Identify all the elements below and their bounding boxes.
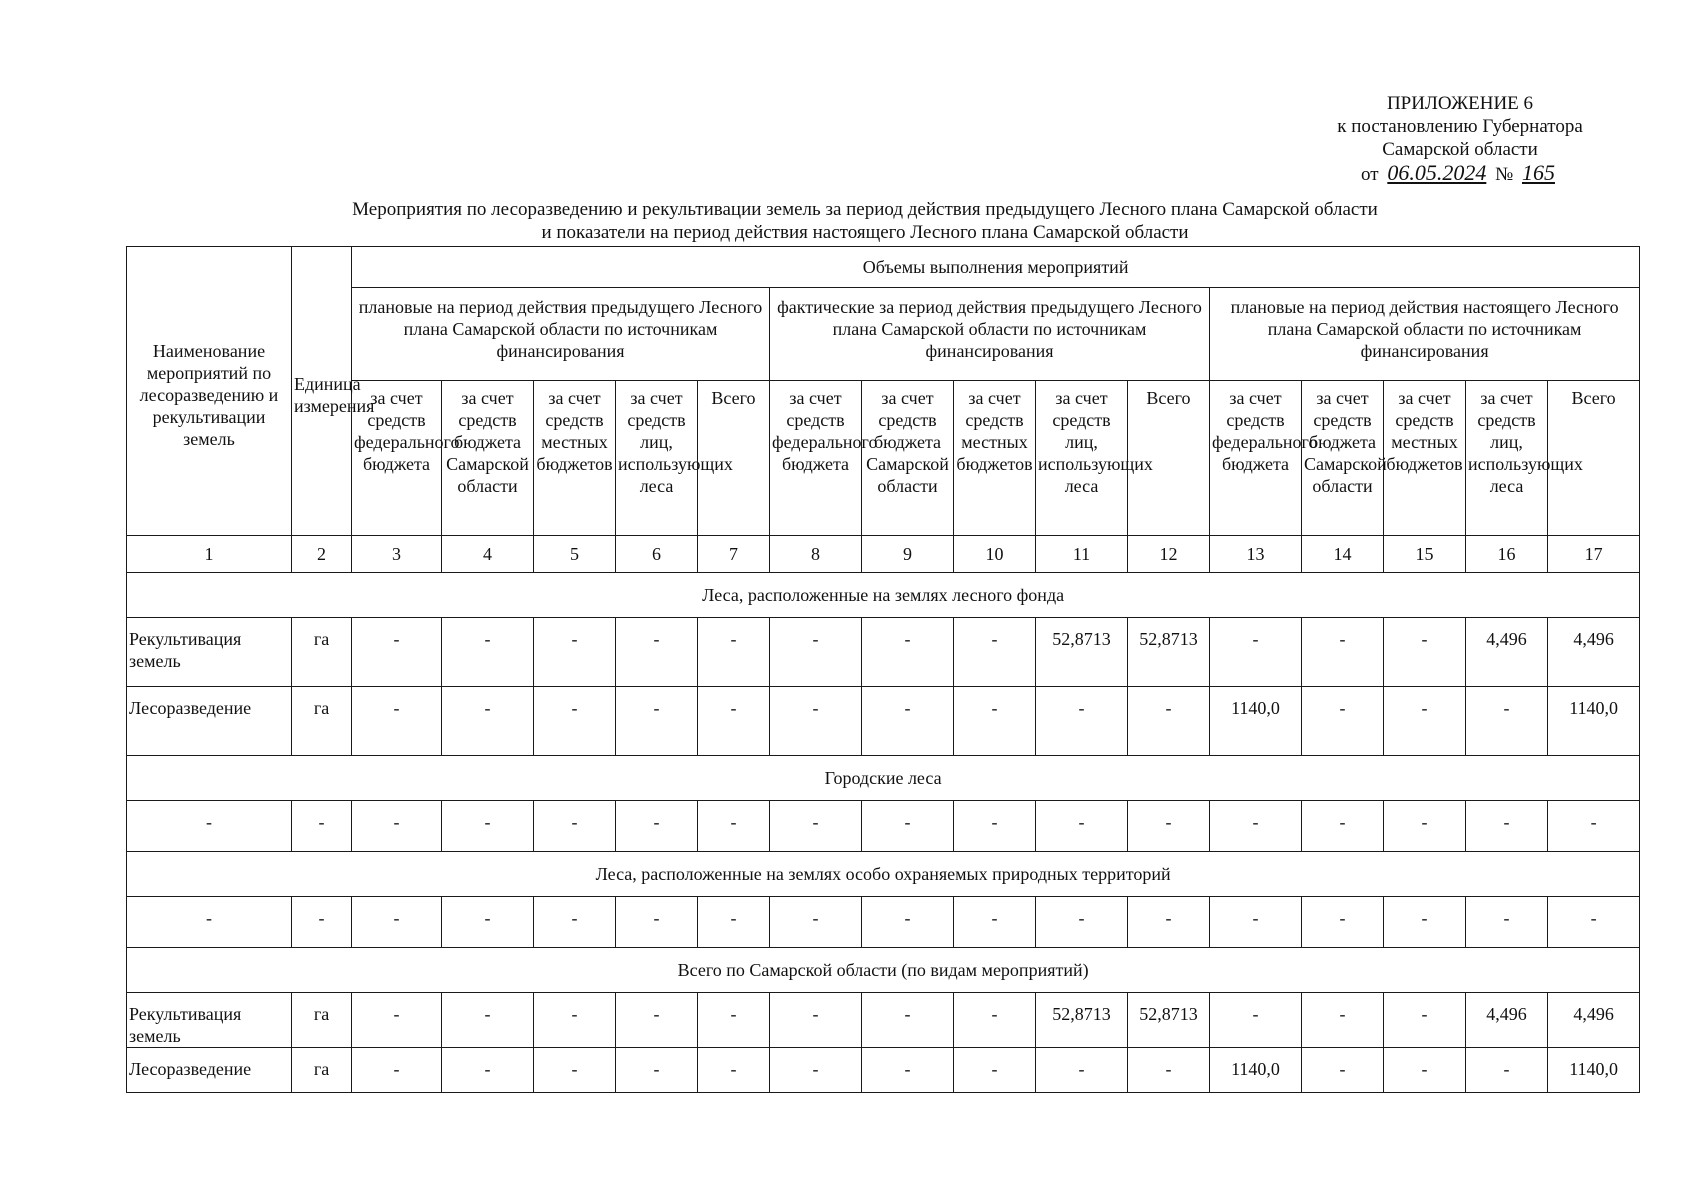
- value-cell: -: [954, 1048, 1036, 1093]
- table-row: [127, 897, 1640, 948]
- header-prev-fact: фактические за период действия предыдущего Лесного плана Самарской области по источникам финансирования: [770, 288, 1210, 381]
- value-cell: -: [698, 687, 770, 756]
- value-cell: -: [862, 801, 954, 852]
- column-number-9: 9: [862, 536, 954, 573]
- value-cell: -: [954, 897, 1036, 948]
- header-source-col-14: за счет средств бюджета Самарской области: [1302, 381, 1384, 536]
- number-prefix: №: [1495, 164, 1514, 185]
- value-cell: -: [770, 801, 862, 852]
- value-cell: -: [698, 801, 770, 852]
- value-cell: -: [442, 1048, 534, 1093]
- value-cell: 1140,0: [1210, 687, 1302, 756]
- value-cell: -: [954, 801, 1036, 852]
- header-source-col-10: за счет средств местных бюджетов: [954, 381, 1036, 536]
- value-cell: 4,496: [1548, 618, 1640, 687]
- value-cell: -: [1548, 897, 1640, 948]
- value-cell: -: [534, 801, 616, 852]
- appendix-line-2: к постановлению Губернатора: [1337, 116, 1583, 137]
- value-cell: -: [352, 687, 442, 756]
- column-number-13: 13: [1210, 536, 1302, 573]
- column-number-5: 5: [534, 536, 616, 573]
- header-source-col-16: за счет средств лиц, использующих леса: [1466, 381, 1548, 536]
- value-cell: -: [534, 1048, 616, 1093]
- header-unit: Единица измерения: [292, 247, 352, 536]
- value-cell: -: [534, 993, 616, 1048]
- value-cell: -: [616, 993, 698, 1048]
- value-cell: 1140,0: [1548, 1048, 1640, 1093]
- row-unit-cell: -: [292, 801, 352, 852]
- column-number-6: 6: [616, 536, 698, 573]
- section-title: Городские леса: [127, 756, 1640, 801]
- header-source-col-15: за счет средств местных бюджетов: [1384, 381, 1466, 536]
- column-number-3: 3: [352, 536, 442, 573]
- value-cell: -: [534, 618, 616, 687]
- value-cell: -: [1466, 897, 1548, 948]
- title-line-2: и показатели на период действия настоящего Лесного плана Самарской области: [541, 222, 1189, 243]
- column-number-2: 2: [292, 536, 352, 573]
- column-number-12: 12: [1128, 536, 1210, 573]
- appendix-line-3: Самарской области: [1382, 139, 1538, 160]
- value-cell: -: [352, 801, 442, 852]
- value-cell: -: [352, 993, 442, 1048]
- value-cell: -: [442, 687, 534, 756]
- header-row-2: [127, 288, 1640, 381]
- header-source-col-6: за счет средств лиц, использующих леса: [616, 381, 698, 536]
- value-cell: -: [1036, 897, 1128, 948]
- table-row: [127, 687, 1640, 756]
- section-header-row: [127, 852, 1640, 897]
- value-cell: -: [1302, 897, 1384, 948]
- value-cell: -: [954, 687, 1036, 756]
- value-cell: -: [1302, 618, 1384, 687]
- section-title: Всего по Самарской области (по видам мероприятий): [127, 948, 1640, 993]
- table-row: [127, 618, 1640, 687]
- row-name-cell: -: [127, 801, 292, 852]
- row-name-cell: Лесоразведение: [127, 687, 292, 756]
- value-cell: -: [862, 993, 954, 1048]
- column-number-15: 15: [1384, 536, 1466, 573]
- value-cell: -: [954, 618, 1036, 687]
- appendix-title: ПРИЛОЖЕНИЕ 6: [1386, 93, 1534, 114]
- header-source-col-11: за счет средств лиц, использующих леса: [1036, 381, 1128, 536]
- table-row: [127, 1048, 1640, 1093]
- section-title: Леса, расположенные на землях лесного фонда: [127, 573, 1640, 618]
- value-cell: 4,496: [1548, 993, 1640, 1048]
- value-cell: -: [954, 993, 1036, 1048]
- value-cell: -: [616, 897, 698, 948]
- value-cell: -: [1210, 801, 1302, 852]
- row-name-cell: -: [127, 897, 292, 948]
- column-number-16: 16: [1466, 536, 1548, 573]
- value-cell: -: [1302, 1048, 1384, 1093]
- row-unit-cell: га: [292, 993, 352, 1048]
- value-cell: -: [616, 1048, 698, 1093]
- title-line-1: Мероприятия по лесоразведению и рекультивации земель за период действия предыдущего Лесного плана Самарской области: [352, 199, 1378, 220]
- table-row: [127, 993, 1640, 1048]
- value-cell: 52,8713: [1128, 618, 1210, 687]
- header-source-col-17: Всего: [1548, 381, 1640, 536]
- value-cell: 52,8713: [1036, 618, 1128, 687]
- value-cell: -: [1384, 897, 1466, 948]
- value-cell: -: [442, 897, 534, 948]
- date-prefix: от: [1361, 164, 1379, 185]
- value-cell: 1140,0: [1210, 1048, 1302, 1093]
- measures-table: [126, 246, 1640, 1093]
- value-cell: -: [1036, 801, 1128, 852]
- value-cell: -: [442, 618, 534, 687]
- column-number-14: 14: [1302, 536, 1384, 573]
- section-header-row: [127, 948, 1640, 993]
- value-cell: -: [862, 618, 954, 687]
- value-cell: 4,496: [1466, 618, 1548, 687]
- header-name: Наименование мероприятий по лесоразведению и рекультивации земель: [127, 247, 292, 536]
- row-name-cell: Рекультивация земель: [127, 618, 292, 687]
- value-cell: -: [1036, 687, 1128, 756]
- value-cell: -: [770, 897, 862, 948]
- value-cell: -: [1384, 618, 1466, 687]
- value-cell: -: [1128, 687, 1210, 756]
- value-cell: -: [862, 897, 954, 948]
- column-number-10: 10: [954, 536, 1036, 573]
- value-cell: -: [770, 618, 862, 687]
- handwritten-number: 165: [1521, 160, 1555, 185]
- value-cell: 4,496: [1466, 993, 1548, 1048]
- value-cell: -: [1384, 687, 1466, 756]
- column-number-11: 11: [1036, 536, 1128, 573]
- value-cell: -: [770, 993, 862, 1048]
- header-source-col-12: Всего: [1128, 381, 1210, 536]
- row-unit-cell: га: [292, 687, 352, 756]
- appendix-date-line: [1300, 161, 1620, 186]
- value-cell: -: [1210, 897, 1302, 948]
- header-source-col-3: за счет средств федерального бюджета: [352, 381, 442, 536]
- value-cell: -: [616, 687, 698, 756]
- document-title: [300, 198, 1430, 244]
- section-header-row: [127, 756, 1640, 801]
- table-body: [127, 247, 1640, 1093]
- value-cell: -: [1302, 801, 1384, 852]
- section-title: Леса, расположенные на землях особо охраняемых природных территорий: [127, 852, 1640, 897]
- header-row-1: [127, 247, 1640, 288]
- column-number-1: 1: [127, 536, 292, 573]
- header-source-col-13: за счет средств федерального бюджета: [1210, 381, 1302, 536]
- header-source-col-8: за счет средств федерального бюджета: [770, 381, 862, 536]
- value-cell: -: [1210, 618, 1302, 687]
- header-source-col-9: за счет средств бюджета Самарской области: [862, 381, 954, 536]
- value-cell: 1140,0: [1548, 687, 1640, 756]
- value-cell: -: [352, 897, 442, 948]
- value-cell: -: [616, 801, 698, 852]
- value-cell: -: [698, 897, 770, 948]
- value-cell: -: [1128, 1048, 1210, 1093]
- value-cell: -: [770, 687, 862, 756]
- value-cell: -: [698, 993, 770, 1048]
- header-volumes: Объемы выполнения мероприятий: [352, 247, 1640, 288]
- value-cell: 52,8713: [1036, 993, 1128, 1048]
- column-number-7: 7: [698, 536, 770, 573]
- value-cell: -: [1128, 801, 1210, 852]
- value-cell: -: [1128, 897, 1210, 948]
- row-unit-cell: га: [292, 1048, 352, 1093]
- column-number-4: 4: [442, 536, 534, 573]
- row-name-cell: Рекультивация земель: [127, 993, 292, 1048]
- value-cell: -: [1210, 993, 1302, 1048]
- value-cell: -: [1384, 993, 1466, 1048]
- value-cell: -: [616, 618, 698, 687]
- header-current-plan: плановые на период действия настоящего Лесного плана Самарской области по источникам финансирования: [1210, 288, 1640, 381]
- value-cell: -: [534, 687, 616, 756]
- value-cell: -: [770, 1048, 862, 1093]
- value-cell: -: [1036, 1048, 1128, 1093]
- value-cell: -: [352, 618, 442, 687]
- value-cell: -: [698, 1048, 770, 1093]
- value-cell: -: [1548, 801, 1640, 852]
- row-name-cell: Лесоразведение: [127, 1048, 292, 1093]
- value-cell: -: [442, 993, 534, 1048]
- value-cell: -: [862, 687, 954, 756]
- value-cell: -: [862, 1048, 954, 1093]
- header-source-col-7: Всего: [698, 381, 770, 536]
- header-source-col-5: за счет средств местных бюджетов: [534, 381, 616, 536]
- handwritten-date: 06.05.2024: [1387, 160, 1487, 185]
- value-cell: -: [1466, 1048, 1548, 1093]
- row-unit-cell: -: [292, 897, 352, 948]
- header-source-col-4: за счет средств бюджета Самарской области: [442, 381, 534, 536]
- column-number-row: [127, 536, 1640, 573]
- value-cell: -: [1302, 687, 1384, 756]
- value-cell: -: [534, 897, 616, 948]
- table-row: [127, 801, 1640, 852]
- value-cell: 52,8713: [1128, 993, 1210, 1048]
- value-cell: -: [1466, 801, 1548, 852]
- value-cell: -: [698, 618, 770, 687]
- column-number-8: 8: [770, 536, 862, 573]
- row-unit-cell: га: [292, 618, 352, 687]
- value-cell: -: [442, 801, 534, 852]
- appendix-block: [1300, 92, 1620, 186]
- value-cell: -: [1384, 1048, 1466, 1093]
- value-cell: -: [352, 1048, 442, 1093]
- value-cell: -: [1384, 801, 1466, 852]
- value-cell: -: [1466, 687, 1548, 756]
- column-number-17: 17: [1548, 536, 1640, 573]
- section-header-row: [127, 573, 1640, 618]
- value-cell: -: [1302, 993, 1384, 1048]
- header-prev-plan: плановые на период действия предыдущего Лесного плана Самарской области по источникам финансирования: [352, 288, 770, 381]
